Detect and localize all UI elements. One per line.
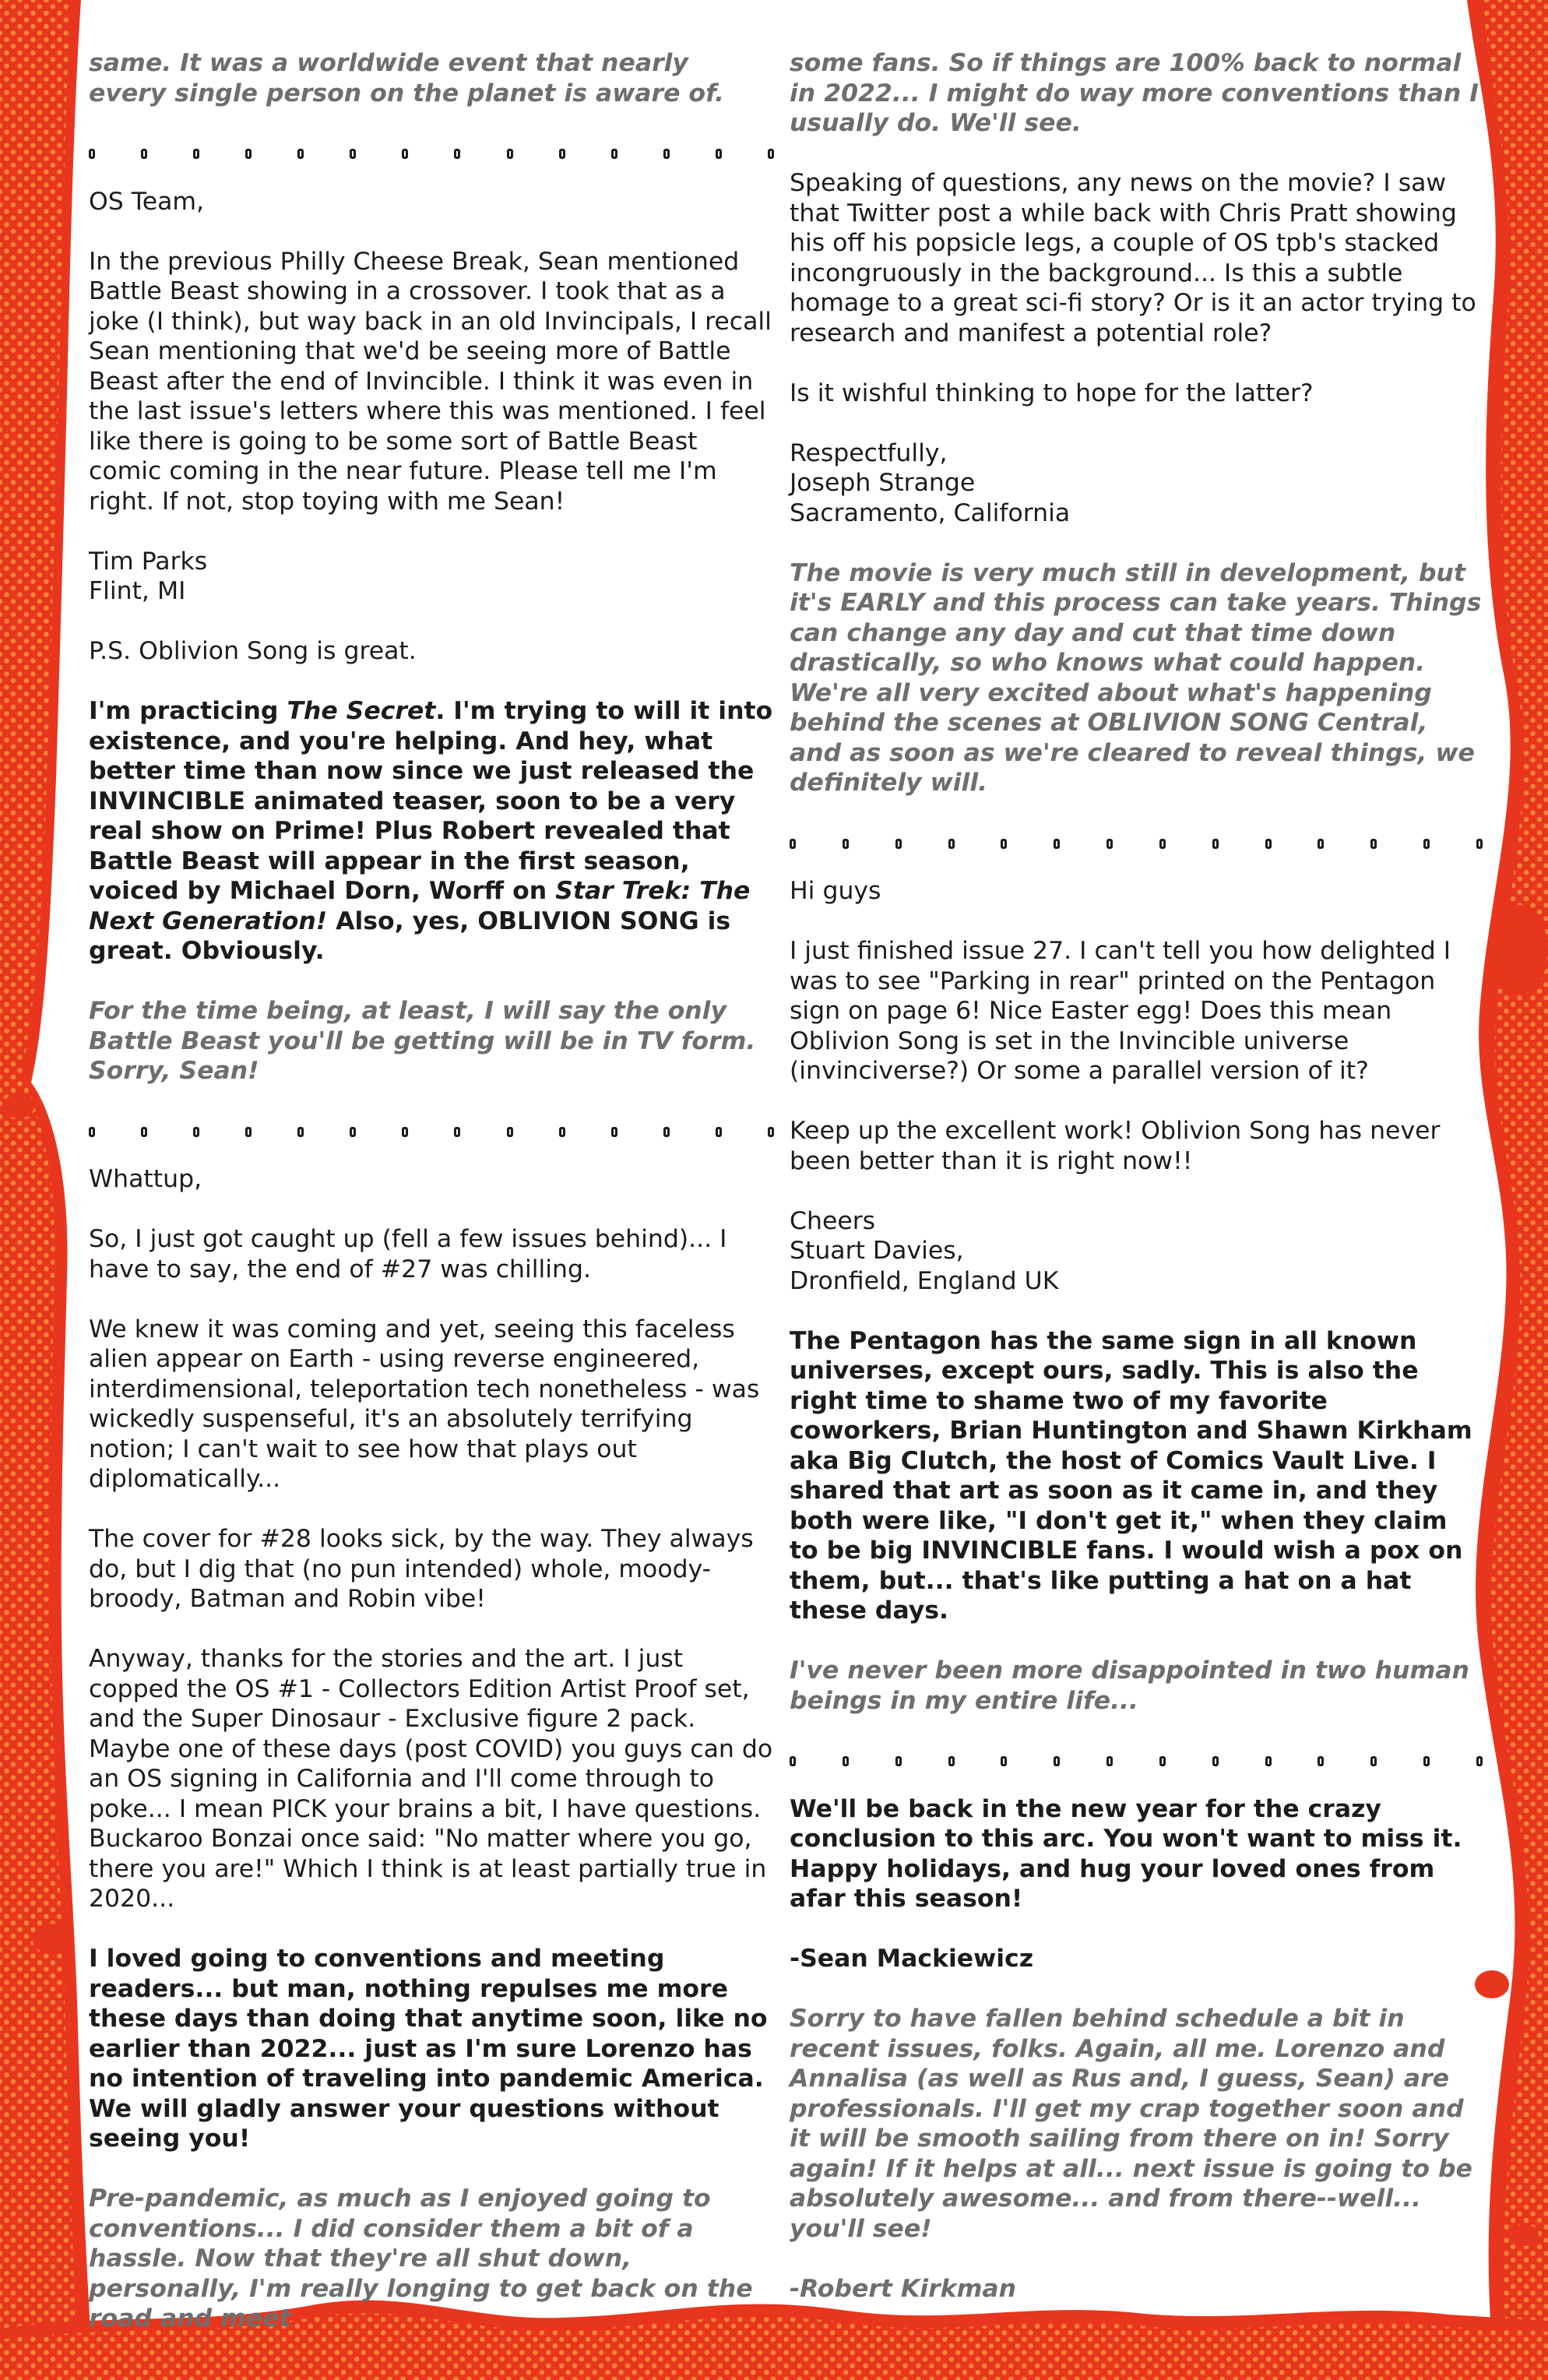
robert-reply-continued: some fans. So if things are 100% back to normal in 2022... I might do way more conventions than I usually do. We'll see. bbox=[790, 49, 1479, 137]
letter-body: Is it wishful thinking to hope for the latter? bbox=[790, 378, 1314, 407]
robert-reply: The movie is very much still in development, but it's EARLY and this process can take years. Things can change any day and cut that time down drastically, so who knows what could happen. We're all very excited about what's happening behind the scenes at OBLIVION SONG Central, and as soon as we're cleared to reveal things, we definitely will. bbox=[790, 558, 1482, 797]
letter-body: So, I just got caught up (fell a few issues behind)... I have to say, the end of #27 was chilling. bbox=[89, 1225, 727, 1283]
closing-robert-message: Sorry to have fallen behind schedule a bit in recent issues, folks. Again, all me. Lorenzo and Annalisa (as well as Rus and, I guess, Sean) are professionals. I'll get my crap together soon and it will be smooth sailing from there on in! Sorry again! If it helps at all... next issue is going to be absolutely awesome... and from there--well... you'll see! bbox=[790, 2005, 1472, 2243]
robert-reply: For the time being, at least, I will say the only Battle Beast you'll be getting will be in TV form. Sorry, Sean! bbox=[89, 997, 756, 1085]
letter-author-location: Flint, MI bbox=[89, 577, 186, 605]
letter-body: Speaking of questions, any news on the movie? I saw that Twitter post a while back with Chris Pratt showing his off his popsicle legs, a couple of OS tpb's stacked incongruously in the background... Is this a subtle homage to a great sci-fi story? Or is it an actor trying to research and manifest a potential role? bbox=[790, 169, 1476, 347]
letter-author-location: Sacramento, California bbox=[790, 498, 1071, 527]
robert-reply-continued: same. It was a worldwide event that nearly every single person on the planet is aware of. bbox=[89, 49, 725, 107]
letter-greeting: Whattup, bbox=[89, 1165, 202, 1193]
letter-greeting: Hi guys bbox=[790, 877, 881, 905]
letter-author-name: Stuart Davies, bbox=[790, 1237, 964, 1265]
section-divider bbox=[89, 1116, 774, 1147]
letter-author-location: Dronfield, England UK bbox=[790, 1266, 1059, 1295]
letter-signoff: Respectfully, bbox=[790, 438, 948, 467]
letter-signoff: Cheers bbox=[790, 1206, 876, 1235]
sean-reply: The Pentagon has the same sign in all known universes, except ours, sadly. This is also the right time to shame two of my favorite coworkers, Brian Huntington and Shawn Kirkham aka Big Clutch, the host of Comics Vault Live. I shared that art as soon as it came in, and they both were like, "I don't get it," when they claim to be big INVINCIBLE fans. I would wish a pox on them, but... that's like putting a hat on a hat these days. bbox=[790, 1326, 1472, 1625]
robert-reply: I've never been more disappointed in two human beings in my entire life... bbox=[790, 1656, 1469, 1715]
letter-author-name: Joseph Strange bbox=[790, 469, 976, 497]
letter-body: The cover for #28 looks sick, by the way. They always do, but I dig that (no pun intended) whole, moody-broody, Batman and Robin vibe! bbox=[89, 1525, 754, 1613]
closing-robert-signature: -Robert Kirkman bbox=[790, 2274, 1017, 2303]
letter-body: We knew it was coming and yet, seeing this faceless alien appear on Earth - using reverse engineered, interdimensional, teleportation tech nonetheless - was wickedly suspenseful, it's an absolutely terrifying notion; I can't wait to see how that plays out diplomatically... bbox=[89, 1315, 760, 1493]
robert-reply: Pre-pandemic, as much as I enjoyed going to conventions... I did consider them a bit of a hassle. Now that they're all shut down, personally, I'm really longing to get back on the road and meet bbox=[89, 2185, 753, 2332]
letter-greeting: OS Team, bbox=[89, 187, 205, 216]
letter-body: In the previous Philly Cheese Break, Sean mentioned Battle Beast showing in a crossover. I took that as a joke (I think), but way back in an old Invincipals, I recall Sean mentioning that we'd be seeing more of Battle Beast after the end of Invincible. I think it was even in the last issue's letters where this was mentioned. I feel like there is going to be some sort of Battle Beast comic coming in the near future. Please tell me I'm right. If not, stop toying with me Sean! bbox=[89, 247, 772, 516]
right-column bbox=[790, 48, 1483, 2334]
letter-body: I just finished issue 27. I can't tell you how delighted I was to see "Parking in rear" printed on the Pentagon sign on page 6! Nice Easter egg! Does this mean Oblivion Song is set in the Invincible universe (invinciverse?) Or some a parallel version of it? bbox=[790, 937, 1451, 1085]
left-column bbox=[89, 48, 774, 2334]
closing-sean-signature: -Sean Mackiewicz bbox=[790, 1945, 1034, 1973]
letter-postscript: P.S. Oblivion Song is great. bbox=[89, 637, 417, 665]
letter-author-name: Tim Parks bbox=[89, 547, 208, 576]
left-splash-border bbox=[0, 0, 93, 2380]
closing-sean-message: We'll be back in the new year for the crazy conclusion to this arc. You won't want to miss it. Happy holidays, and hug your loved ones from afar this season! bbox=[790, 1794, 1462, 1913]
section-divider bbox=[790, 828, 1483, 859]
sean-reply: I'm practicing The Secret. I'm trying to will it into existence, and you're helping. And hey, what better time than now since we just released the INVINCIBLE animated teaser, soon to be a very real show on Prime! Plus Robert revealed that Battle Beast will appear in the first season, voiced by Michael Dorn, Worff on Star Trek: The Next Generation! Also, yes, OBLIVION SONG is great. Obviously. bbox=[89, 697, 773, 965]
letter-body: Keep up the excellent work! Oblivion Song has never been better than it is right now!! bbox=[790, 1117, 1441, 1175]
section-divider bbox=[89, 139, 774, 170]
section-divider bbox=[790, 1746, 1483, 1777]
sean-reply: I loved going to conventions and meeting readers... but man, nothing repulses me more these days than doing that anytime soon, like no earlier than 2022... just as I'm sure Lorenzo has no intention of traveling into pandemic America. We will gladly answer your questions without seeing you! bbox=[89, 1945, 768, 2153]
letter-body: Anyway, thanks for the stories and the art. I just copped the OS #1 - Collectors Edition Artist Proof set, and the Super Dinosaur - Exclusive figure 2 pack. Maybe one of these days (post COVID) you guys can do an OS signing in California and I'll come through to poke... I mean PICK your brains a bit, I have questions. Buckaroo Bonzai once said: "No matter where you go, there you are!" Which I think is at least partially true in 2020... bbox=[89, 1645, 773, 1913]
